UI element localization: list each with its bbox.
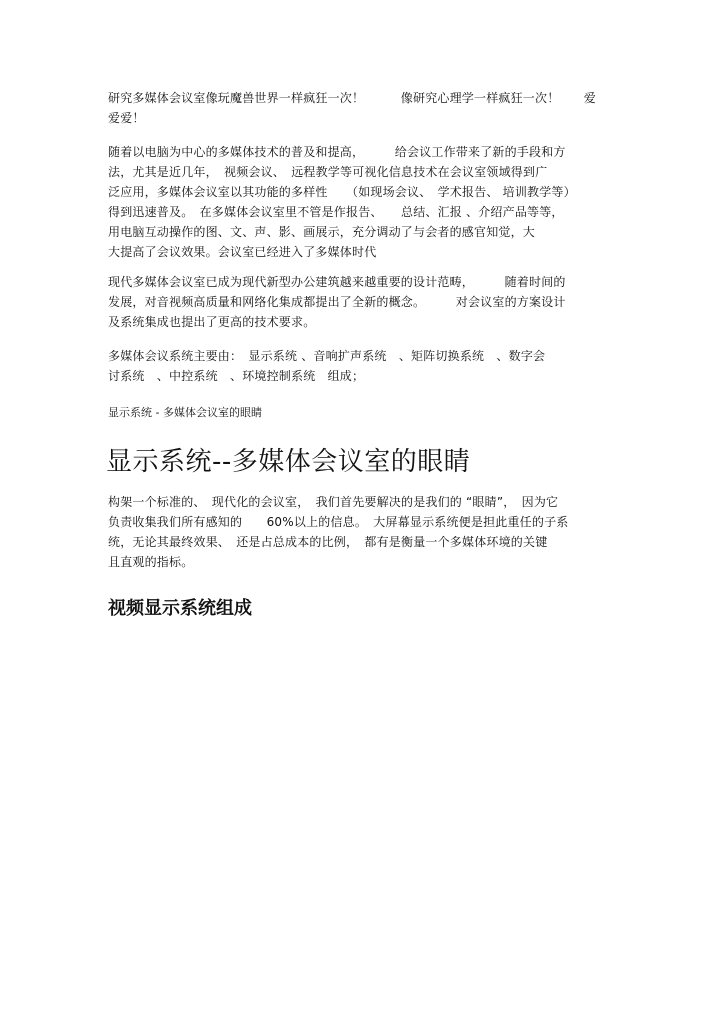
paragraph-display-system [108, 492, 616, 572]
paragraph-modern-conference [108, 272, 616, 332]
text-line: 且直观的指标。 [108, 555, 194, 569]
text-line: 大提高了会议效果。会议室已经进入了多媒体时代 [108, 245, 377, 259]
intro-paragraph [108, 88, 616, 128]
paragraph-system-composition [108, 346, 616, 386]
subsection-heading: 视频显示系统组成 [108, 598, 252, 619]
text-line: 发展，对音视频高质量和网络化集成都提出了全新的概念。 对会议室的方案设计 [108, 295, 566, 309]
text-line: 用电脑互动操作的图、文、声、影、画展示，充分调动了与会者的感官知觉，大 [108, 225, 536, 239]
text-line: 随着以电脑为中心的多媒体技术的普及和提高， 给会议工作带来了新的手段和方 [108, 145, 566, 159]
text-line: 爱爱！ [108, 111, 145, 125]
text-line: 负责收集我们所有感知的 60%以上的信息。 大屏幕显示系统便是担此重任的子系 [108, 515, 569, 529]
text-line: 研究多媒体会议室像玩魔兽世界一样疯狂一次！ 像研究心理学一样疯狂一次！ 爱 [108, 91, 597, 105]
section-heading: 显示系统--多媒体会议室的眼睛 [106, 447, 471, 477]
text-line: 及系统集成也提出了更高的技术要求。 [108, 315, 316, 329]
paragraph-multimedia-tech [108, 142, 616, 262]
text-line: 泛应用，多媒体会议室以其功能的多样性 （如现场会议、 学术报告、 培训教学等） [108, 185, 576, 199]
text-line: 得到迅速普及。 在多媒体会议室里不管是作报告、 总结、汇报 、介绍产品等等， [108, 205, 564, 219]
text-line: 讨系统 、中控系统 、环境控制系统 组成； [108, 369, 365, 383]
text-line: 法，尤其是近几年， 视频会议、 远程教学等可视化信息技术在会议室领域得到广 [108, 165, 548, 179]
text-line: 多媒体会议系统主要由： 显示系统 、音响扩声系统 、矩阵切换系统 、数字会 [108, 349, 546, 363]
text-line: 现代多媒体会议室已成为现代新型办公建筑越来越重要的设计范畴， 随着时间的 [108, 275, 566, 289]
text-line: 统，无论其最终效果、 还是占总成本的比例， 都有是衡量一个多媒体环境的关键 [108, 535, 548, 549]
text-line: 构架一个标准的、 现代化的会议室， 我们首先要解决的是我们的 “眼睛”， 因为它 [108, 495, 559, 509]
section-caption: 显示系统 - 多媒体会议室的眼睛 [108, 406, 262, 419]
